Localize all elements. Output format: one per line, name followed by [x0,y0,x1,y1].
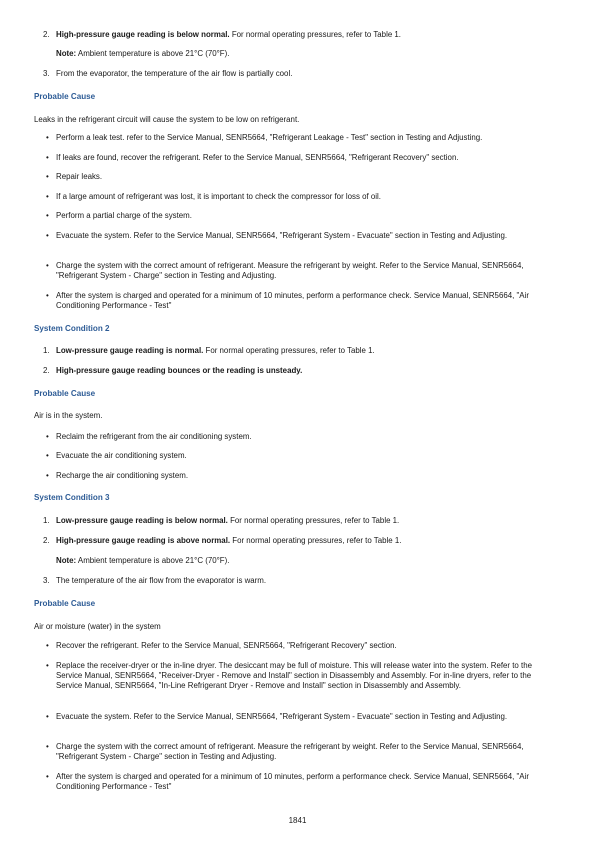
note [56,556,555,566]
list-item-rest: The temperature of the air flow from the evaporator is warm. [56,576,267,585]
bullet-text: Repair leaks. [56,172,103,181]
bullet-text: Charge the system with the correct amount of refrigerant. Measure the refrigerant by weight. Refer to the Service Manual, SENR5664, "Refrigerant System - Charge" section in Testing and Adjusting. [56,261,524,281]
list-number: 2. [43,536,50,545]
bullet-text: If a large amount of refrigerant was lost, it is important to check the compressor for loss of oil. [56,192,381,201]
list-item-rest: For normal operating pressures, refer to Table 1. [230,536,402,545]
bullet-icon: • [46,153,49,162]
list-number: 3. [43,69,50,78]
bullet-text: Recharge the air conditioning system. [56,471,189,480]
list-item-text [56,366,555,376]
note-label: Note: [56,556,77,565]
list-item-text [56,69,555,79]
list-number: 1. [43,516,50,525]
list-item-text [56,536,555,546]
page-number: 1841 [288,816,307,825]
bullet-text: After the system is charged and operated for a minimum of 10 minutes, perform a performance check. Service Manual, SENR5664, "Air Conditioning Performance - Test" [56,772,529,792]
note-text: Ambient temperature is above 21°C (70°F). [76,49,230,58]
list-item-text [56,516,555,526]
list-item-text [56,346,555,356]
list-item-bold: Low-pressure gauge reading is below normal. [56,516,228,525]
list-number: 2. [43,30,50,39]
paragraph: Air or moisture (water) in the system [34,622,161,631]
bullet-icon: • [46,742,49,751]
list-item-text [56,576,555,586]
list-item-bold: Low-pressure gauge reading is normal. [56,346,204,355]
bullet-icon: • [46,133,49,142]
bullet-icon: • [46,712,49,721]
bullet-icon: • [46,172,49,181]
paragraph: Leaks in the refrigerant circuit will cause the system to be low on refrigerant. [34,115,300,124]
list-number: 1. [43,346,50,355]
bullet-text: Perform a partial charge of the system. [56,211,192,220]
section-heading: Probable Cause [34,389,96,398]
bullet-text: After the system is charged and operated for a minimum of 10 minutes, perform a performance check. Service Manual, SENR5664, "Air Conditioning Performance - Test" [56,291,529,311]
bullet-text: Replace the receiver-dryer or the in-line dryer. The desiccant may be full of moisture. This will release water into the system. Refer to the Service Manual, SENR5664, "Receiver-Dryer - Remove and Install" section in Disassembly and Assembly. For in-line dryers, refer to the Service Manual, SENR5664, "In-Line Refrigerant Dryer - Remove and Install" section in Disassembly and Assembly. [56,661,532,691]
bullet-icon: • [46,192,49,201]
list-item-rest: From the evaporator, the temperature of the air flow is partially cool. [56,69,293,78]
note-label: Note: [56,49,77,58]
note [56,49,555,59]
list-item-rest: For normal operating pressures, refer to Table 1. [227,516,400,525]
bullet-icon: • [46,661,49,670]
bullet-text: Evacuate the system. Refer to the Service Manual, SENR5664, "Refrigerant System - Evacuate" section in Testing and Adjusting. [56,231,508,240]
list-number: 2. [43,366,50,375]
bullet-icon: • [46,231,49,240]
list-item-bold: High-pressure gauge reading is below normal. [56,30,230,39]
bullet-text: Perform a leak test. refer to the Service Manual, SENR5664, "Refrigerant Leakage - Test" section in Testing and Adjusting. [56,133,483,142]
bullet-icon: • [46,471,49,480]
bullet-icon: • [46,451,49,460]
section-heading: System Condition 2 [34,324,110,333]
list-item-text [56,30,555,40]
bullet-icon: • [46,261,49,270]
bullet-icon: • [46,432,49,441]
bullet-text: Charge the system with the correct amount of refrigerant. Measure the refrigerant by weight. Refer to the Service Manual, SENR5664, "Refrigerant System - Charge" section in Testing and Adjusting. [56,742,524,762]
paragraph: Air is in the system. [34,411,103,420]
note-text: Ambient temperature is above 21°C (70°F). [76,556,230,565]
bullet-text: Evacuate the system. Refer to the Service Manual, SENR5664, "Refrigerant System - Evacuate" section in Testing and Adjusting. [56,712,508,721]
bullet-icon: • [46,772,49,781]
section-heading: Probable Cause [34,92,96,101]
bullet-icon: • [46,211,49,220]
list-item-bold: High-pressure gauge reading is above normal. [56,536,231,545]
bullet-icon: • [46,291,49,300]
bullet-text: Recover the refrigerant. Refer to the Service Manual, SENR5664, "Refrigerant Recovery" section. [56,641,397,650]
bullet-text: Reclaim the refrigerant from the air conditioning system. [56,432,252,441]
section-heading: System Condition 3 [34,493,110,502]
list-item-rest: For normal operating pressures, refer to Table 1. [203,346,375,355]
list-number: 3. [43,576,50,585]
bullet-text: If leaks are found, recover the refrigerant. Refer to the Service Manual, SENR5664, "Refrigerant Recovery" section. [56,153,459,162]
list-item-rest: For normal operating pressures, refer to Table 1. [229,30,401,39]
section-heading: Probable Cause [34,599,96,608]
bullet-text: Evacuate the air conditioning system. [56,451,187,460]
list-item-bold: High-pressure gauge reading bounces or the reading is unsteady. [56,366,303,375]
bullet-icon: • [46,641,49,650]
